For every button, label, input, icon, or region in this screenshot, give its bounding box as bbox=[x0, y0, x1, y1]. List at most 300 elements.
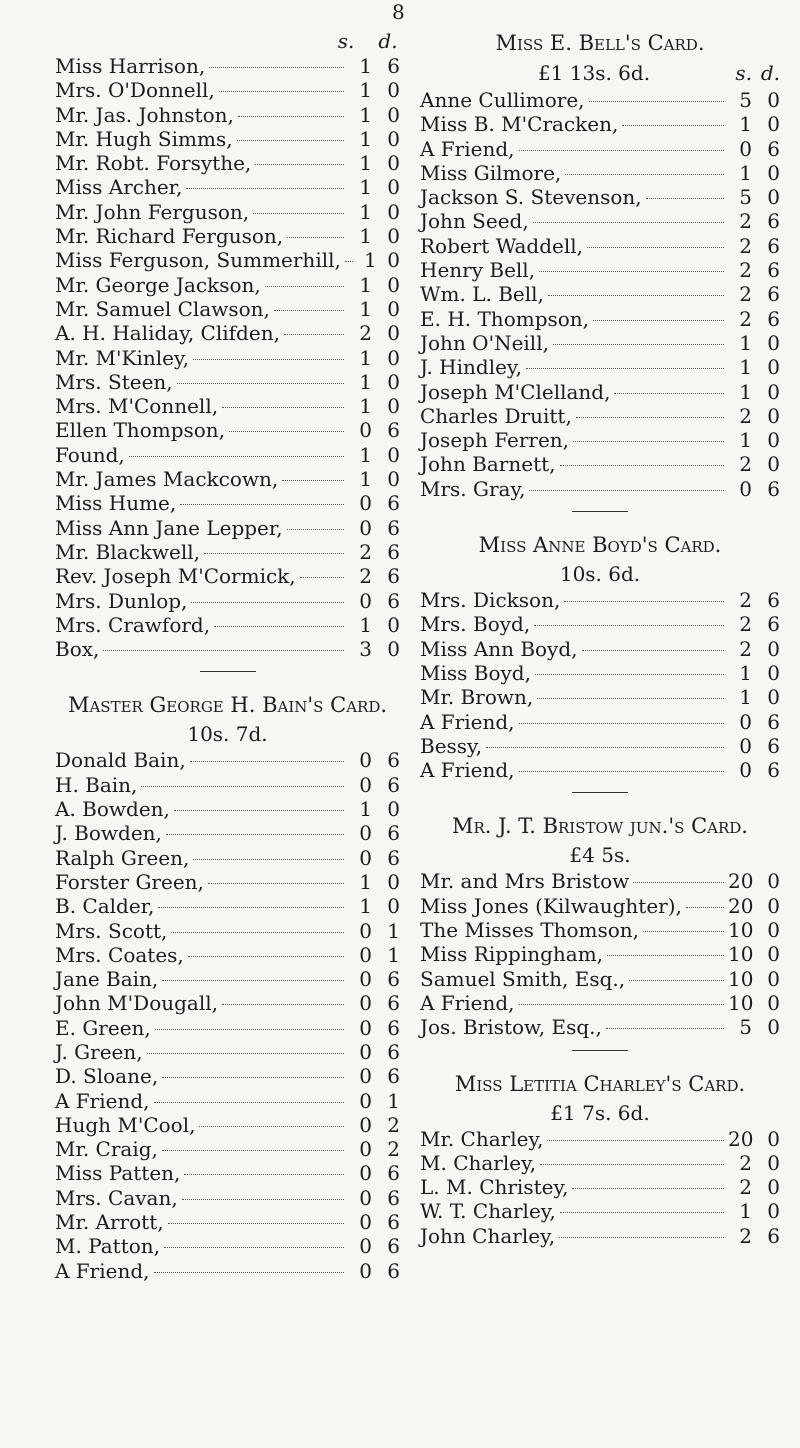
list-item bbox=[55, 516, 400, 540]
amount-pence: 0 bbox=[387, 224, 400, 249]
amount-pence: 0 bbox=[387, 248, 400, 273]
leader-dots bbox=[593, 320, 724, 321]
list-item bbox=[55, 443, 400, 467]
subscriber-name: Jane Bain, bbox=[55, 967, 159, 992]
amount-shillings: 1 bbox=[359, 894, 372, 919]
leader-dots bbox=[533, 222, 724, 223]
amount-shillings: 2 bbox=[739, 1175, 752, 1200]
list-item bbox=[420, 942, 780, 966]
list-item bbox=[55, 1137, 400, 1161]
card-title-charley: Miss Letitia Charley's Card. bbox=[454, 1071, 746, 1096]
amount-shillings: 0 bbox=[359, 1161, 372, 1186]
amount-shillings: 0 bbox=[359, 1137, 372, 1162]
leader-dots bbox=[559, 1237, 724, 1238]
subscriber-name: Mrs. Boyd, bbox=[420, 612, 531, 637]
list-item bbox=[420, 1127, 780, 1151]
amount-shillings: 0 bbox=[359, 1015, 372, 1040]
amount-shillings: 1 bbox=[359, 199, 372, 224]
amount-shillings: 1 bbox=[359, 394, 372, 419]
subscriber-name: Mrs. O'Donnell, bbox=[55, 78, 215, 103]
amount-pence: 6 bbox=[387, 1015, 400, 1040]
leader-dots bbox=[519, 771, 724, 772]
amount-shillings: 20 bbox=[728, 1126, 754, 1151]
amount-shillings: 1 bbox=[739, 685, 752, 710]
amount-shillings: 0 bbox=[359, 1039, 372, 1064]
list-item bbox=[55, 540, 400, 564]
subscriber-name: Hugh M'Cool, bbox=[55, 1112, 196, 1137]
amount-shillings: 0 bbox=[359, 821, 372, 846]
leader-dots bbox=[209, 67, 344, 68]
amount-pence: 0 bbox=[387, 175, 400, 200]
amount-shillings: 0 bbox=[359, 1088, 372, 1113]
subscriber-name: Mr. James Mackcown, bbox=[55, 467, 279, 492]
divider bbox=[572, 1050, 628, 1051]
leader-dots bbox=[171, 932, 344, 933]
list-item bbox=[420, 112, 780, 136]
amount-pence: 0 bbox=[387, 442, 400, 467]
list-item bbox=[420, 258, 780, 282]
leader-dots bbox=[606, 1028, 724, 1029]
list-item bbox=[55, 370, 400, 394]
subscriber-name: Samuel Smith, Esq., bbox=[420, 966, 626, 991]
subscriber-name: H. Bain, bbox=[55, 772, 138, 797]
amount-pence: 1 bbox=[387, 1088, 400, 1113]
leader-dots bbox=[190, 761, 344, 762]
subscriber-name: Miss Harrison, bbox=[55, 54, 206, 78]
amount-pence: 6 bbox=[387, 418, 400, 443]
subscriber-name: Mr. Craig, bbox=[55, 1137, 158, 1162]
amount-pence: 0 bbox=[767, 112, 780, 137]
list-item bbox=[420, 331, 780, 355]
amount-shillings: 1 bbox=[359, 78, 372, 103]
subscriber-name: Mr. Arrott, bbox=[55, 1210, 164, 1235]
leader-dots bbox=[622, 125, 724, 126]
list-item bbox=[55, 637, 400, 661]
leader-dots bbox=[287, 529, 344, 530]
leader-dots bbox=[158, 907, 344, 908]
amount-pence: 1 bbox=[387, 918, 400, 943]
list-item bbox=[55, 151, 400, 175]
leader-dots bbox=[204, 553, 344, 554]
leader-dots bbox=[154, 1272, 344, 1273]
subscriber-name: Ellen Thompson, bbox=[55, 418, 226, 443]
amount-pence: 0 bbox=[387, 369, 400, 394]
card-total-boyd: 10s. 6d. bbox=[559, 562, 641, 587]
list-item bbox=[420, 967, 780, 991]
leader-dots bbox=[582, 650, 724, 651]
amount-shillings: 5 bbox=[739, 88, 752, 112]
subscriber-name: J. Green, bbox=[55, 1039, 143, 1064]
leader-dots bbox=[564, 601, 724, 602]
amount-pence: 6 bbox=[767, 306, 780, 331]
list-item bbox=[55, 1234, 400, 1258]
amount-shillings: 2 bbox=[739, 209, 752, 234]
amount-shillings: 1 bbox=[739, 330, 752, 355]
amount-shillings: 2 bbox=[739, 282, 752, 307]
subscriber-name: Mrs. Dunlop, bbox=[55, 588, 188, 613]
amount-pence: 6 bbox=[387, 845, 400, 870]
amount-pence: 0 bbox=[387, 612, 400, 637]
leader-dots bbox=[572, 1188, 724, 1189]
leader-dots bbox=[560, 465, 724, 466]
leader-dots bbox=[177, 383, 344, 384]
amount-shillings: 2 bbox=[739, 588, 752, 613]
amount-shillings: 2 bbox=[739, 636, 752, 661]
leader-dots bbox=[587, 247, 724, 248]
amount-pence: 0 bbox=[767, 88, 780, 112]
amount-shillings: 2 bbox=[359, 539, 372, 564]
leader-dots bbox=[589, 101, 724, 102]
amount-pence: 0 bbox=[767, 1175, 780, 1200]
subscriber-name: Mr. Charley, bbox=[420, 1126, 544, 1151]
leader-dots bbox=[182, 1199, 344, 1200]
subscriber-name: Joseph Ferren, bbox=[420, 428, 570, 453]
amount-shillings: 0 bbox=[739, 136, 752, 161]
card-total-bain: 10s. 7d. bbox=[187, 722, 268, 747]
subscriber-name: A Friend, bbox=[55, 1258, 150, 1283]
amount-pence: 6 bbox=[767, 758, 780, 783]
amount-pence: 6 bbox=[767, 209, 780, 234]
subscriber-name: Miss B. M'Cracken, bbox=[420, 112, 619, 137]
leader-dots bbox=[129, 456, 344, 457]
amount-pence: 0 bbox=[767, 185, 780, 210]
subscriber-name: John M'Dougall, bbox=[55, 991, 218, 1016]
amount-pence: 6 bbox=[387, 515, 400, 540]
amount-pence: 0 bbox=[387, 345, 400, 370]
subscriber-name: Miss Archer, bbox=[55, 175, 183, 200]
subscriber-name: John Barnett, bbox=[420, 452, 556, 477]
list-item bbox=[420, 991, 780, 1015]
amount-shillings: 0 bbox=[359, 967, 372, 992]
leader-dots bbox=[162, 1077, 344, 1078]
leader-dots bbox=[214, 626, 344, 627]
leader-dots bbox=[237, 140, 344, 141]
subscriber-name: Miss Hume, bbox=[55, 491, 177, 516]
list-item bbox=[55, 248, 400, 272]
amount-shillings: 1 bbox=[359, 869, 372, 894]
list-item bbox=[55, 773, 400, 797]
leader-dots bbox=[629, 980, 724, 981]
amount-pence: 0 bbox=[387, 394, 400, 419]
amount-pence: 6 bbox=[387, 1210, 400, 1235]
leader-dots bbox=[208, 883, 344, 884]
leader-dots bbox=[166, 834, 344, 835]
leader-dots bbox=[265, 286, 344, 287]
leader-dots bbox=[537, 698, 724, 699]
amount-shillings: 1 bbox=[739, 379, 752, 404]
left-column bbox=[55, 28, 400, 1283]
amount-pence: 6 bbox=[387, 54, 400, 78]
amount-shillings: 2 bbox=[739, 258, 752, 283]
list-item bbox=[420, 710, 780, 734]
subscriber-name: Mr. Samuel Clawson, bbox=[55, 296, 270, 321]
subscriber-list bbox=[55, 54, 400, 661]
leader-dots bbox=[219, 91, 344, 92]
leader-dots bbox=[162, 1150, 344, 1151]
amount-pence: 6 bbox=[387, 748, 400, 773]
leader-dots bbox=[539, 271, 724, 272]
amount-pence: 0 bbox=[387, 199, 400, 224]
amount-pence: 0 bbox=[767, 403, 780, 428]
amount-shillings: 20 bbox=[728, 893, 754, 918]
list-item bbox=[55, 748, 400, 772]
leader-dots bbox=[103, 650, 344, 651]
leader-dots bbox=[255, 164, 344, 165]
amount-pence: 6 bbox=[767, 612, 780, 637]
divider bbox=[572, 792, 628, 793]
leader-dots bbox=[193, 359, 344, 360]
card-list-boyd bbox=[420, 588, 780, 782]
amount-pence: 6 bbox=[767, 233, 780, 258]
subscriber-name: Mr. Richard Ferguson, bbox=[55, 224, 284, 249]
subscriber-name: A Friend, bbox=[420, 758, 515, 783]
column-header bbox=[55, 28, 400, 54]
amount-pence: 6 bbox=[767, 476, 780, 501]
leader-dots bbox=[282, 480, 344, 481]
list-item bbox=[55, 1210, 400, 1234]
subscriber-name: A Friend, bbox=[420, 136, 515, 161]
amount-shillings: 1 bbox=[739, 355, 752, 380]
leader-dots bbox=[345, 261, 353, 262]
subscriber-name: Mrs. Dickson, bbox=[420, 588, 561, 613]
list-item bbox=[55, 103, 400, 127]
leader-dots bbox=[180, 504, 344, 505]
amount-shillings: 0 bbox=[359, 515, 372, 540]
subscriber-name: Miss Gilmore, bbox=[420, 160, 562, 185]
amount-shillings: 1 bbox=[739, 1199, 752, 1224]
leader-dots bbox=[534, 625, 724, 626]
amount-pence: 6 bbox=[387, 564, 400, 589]
leader-dots bbox=[229, 431, 344, 432]
amount-pence: 0 bbox=[387, 151, 400, 176]
amount-pence: 0 bbox=[387, 321, 400, 346]
amount-pence: 0 bbox=[767, 1150, 780, 1175]
amount-shillings: 1 bbox=[359, 442, 372, 467]
subscriber-name: Anne Cullimore, bbox=[420, 88, 585, 112]
leader-dots bbox=[284, 334, 344, 335]
list-item bbox=[420, 1175, 780, 1199]
amount-shillings: 10 bbox=[728, 942, 754, 967]
subscriber-name: Mr. M'Kinley, bbox=[55, 345, 189, 370]
amount-shillings: 0 bbox=[359, 748, 372, 773]
subscriber-name: Mr. Robt. Forsythe, bbox=[55, 151, 252, 176]
amount-shillings: 1 bbox=[359, 369, 372, 394]
list-item bbox=[55, 273, 400, 297]
list-item bbox=[55, 846, 400, 870]
amount-shillings: 1 bbox=[739, 160, 752, 185]
subscriber-name: Joseph M'Clelland, bbox=[420, 379, 611, 404]
card-list-bristow bbox=[420, 869, 780, 1039]
amount-pence: 6 bbox=[387, 588, 400, 613]
amount-pence: 6 bbox=[387, 1161, 400, 1186]
amount-shillings: 0 bbox=[359, 418, 372, 443]
leader-dots bbox=[686, 907, 724, 908]
amount-pence: 0 bbox=[387, 296, 400, 321]
amount-shillings: 0 bbox=[359, 1210, 372, 1235]
subscriber-name: Henry Bell, bbox=[420, 258, 536, 283]
subscriber-name: Mrs. Cavan, bbox=[55, 1185, 178, 1210]
list-item bbox=[420, 452, 780, 476]
amount-shillings: 2 bbox=[359, 321, 372, 346]
amount-shillings: 1 bbox=[359, 296, 372, 321]
amount-pence: 0 bbox=[767, 1199, 780, 1224]
list-item bbox=[55, 1259, 400, 1283]
subscriber-name: Miss Ann Boyd, bbox=[420, 636, 578, 661]
amount-shillings: 0 bbox=[359, 588, 372, 613]
leader-dots bbox=[155, 1029, 344, 1030]
amount-pence: 0 bbox=[767, 428, 780, 453]
amount-pence: 0 bbox=[767, 685, 780, 710]
leader-dots bbox=[486, 747, 724, 748]
leader-dots bbox=[222, 1004, 344, 1005]
amount-shillings: 0 bbox=[359, 1258, 372, 1283]
list-item bbox=[55, 200, 400, 224]
subscriber-name: J. Bowden, bbox=[55, 821, 162, 846]
leader-dots bbox=[193, 859, 344, 860]
amount-shillings: 1 bbox=[359, 345, 372, 370]
amount-shillings: 10 bbox=[728, 966, 754, 991]
amount-shillings: 0 bbox=[359, 772, 372, 797]
list-item bbox=[55, 1040, 400, 1064]
amount-shillings: 0 bbox=[739, 476, 752, 501]
leader-dots bbox=[253, 213, 344, 214]
leader-dots bbox=[168, 1223, 344, 1224]
amount-shillings: 0 bbox=[359, 491, 372, 516]
list-item bbox=[55, 870, 400, 894]
subscriber-name: M. Charley, bbox=[420, 1150, 537, 1175]
amount-pence: 0 bbox=[387, 797, 400, 822]
subscriber-name: W. T. Charley, bbox=[420, 1199, 556, 1224]
card-list-bell bbox=[420, 88, 780, 501]
leader-dots bbox=[191, 602, 344, 603]
subscriber-name: E. Green, bbox=[55, 1015, 151, 1040]
amount-shillings: 2 bbox=[739, 1150, 752, 1175]
subscriber-name: L. M. Christey, bbox=[420, 1175, 569, 1200]
amount-shillings: 1 bbox=[359, 467, 372, 492]
amount-pence: 6 bbox=[387, 772, 400, 797]
amount-shillings: 2 bbox=[739, 306, 752, 331]
list-item bbox=[420, 758, 780, 782]
card-title-boyd: Miss Anne Boyd's Card. bbox=[478, 533, 722, 558]
amount-pence: 0 bbox=[387, 78, 400, 103]
amount-pence: 6 bbox=[387, 991, 400, 1016]
card-title-bristow: Mr. J. T. Bristow jun.'s Card. bbox=[452, 814, 748, 839]
list-item bbox=[55, 797, 400, 821]
subscriber-name: Jos. Bristow, Esq., bbox=[420, 1015, 602, 1040]
subscriber-name: Mrs. Crawford, bbox=[55, 612, 211, 637]
leader-dots bbox=[607, 955, 724, 956]
leader-dots bbox=[529, 490, 724, 491]
divider bbox=[200, 671, 256, 672]
leader-dots bbox=[560, 1212, 724, 1213]
list-item bbox=[420, 894, 780, 918]
leader-dots bbox=[154, 1102, 344, 1103]
amount-shillings: 1 bbox=[739, 428, 752, 453]
subscriber-name: Mr. Jas. Johnston, bbox=[55, 102, 234, 127]
amount-shillings: 2 bbox=[359, 564, 372, 589]
amount-shillings: 3 bbox=[359, 637, 372, 662]
amount-shillings: 0 bbox=[359, 1185, 372, 1210]
amount-shillings: 1 bbox=[739, 112, 752, 137]
right-column bbox=[420, 28, 780, 1248]
leader-dots bbox=[164, 1247, 344, 1248]
amount-shillings: 0 bbox=[359, 942, 372, 967]
amount-pence: 0 bbox=[767, 660, 780, 685]
card-total-charley: £1 7s. 6d. bbox=[550, 1100, 650, 1125]
amount-pence: 0 bbox=[767, 355, 780, 380]
subscriber-name: Mr. and Mrs Bristow bbox=[420, 869, 630, 894]
list-item bbox=[55, 418, 400, 442]
amount-pence: 2 bbox=[387, 1137, 400, 1162]
amount-shillings: 2 bbox=[739, 1223, 752, 1248]
list-item bbox=[420, 380, 780, 404]
list-item bbox=[420, 918, 780, 942]
leader-dots bbox=[519, 723, 724, 724]
leader-dots bbox=[222, 407, 344, 408]
subscriber-name: John Charley, bbox=[420, 1223, 556, 1248]
leader-dots bbox=[184, 1174, 344, 1175]
amount-pence: 6 bbox=[387, 1185, 400, 1210]
amount-shillings: 5 bbox=[739, 1015, 752, 1040]
list-item bbox=[420, 88, 780, 112]
subscriber-name: Miss Rippingham, bbox=[420, 942, 604, 967]
subscriber-name: Donald Bain, bbox=[55, 748, 186, 773]
leader-dots bbox=[186, 188, 344, 189]
leader-dots bbox=[548, 295, 724, 296]
amount-shillings: 1 bbox=[739, 660, 752, 685]
amount-pence: 0 bbox=[767, 942, 780, 967]
list-item bbox=[55, 919, 400, 943]
list-item bbox=[55, 821, 400, 845]
subscriber-name: A Friend, bbox=[55, 1088, 150, 1113]
amount-pence: 6 bbox=[767, 282, 780, 307]
page-number: 8 bbox=[392, 0, 405, 24]
amount-pence: 0 bbox=[767, 330, 780, 355]
list-item bbox=[420, 428, 780, 452]
list-item bbox=[55, 127, 400, 151]
amount-pence: 0 bbox=[767, 379, 780, 404]
subscriber-name: The Misses Thomson, bbox=[420, 918, 640, 943]
subscriber-name: Charles Druitt, bbox=[420, 403, 572, 428]
list-item bbox=[55, 175, 400, 199]
leader-dots bbox=[141, 786, 344, 787]
subscriber-name: Mrs. Steen, bbox=[55, 369, 173, 394]
leader-dots bbox=[553, 344, 724, 345]
subscriber-name: Mrs. Gray, bbox=[420, 476, 526, 501]
subscriber-name: Jackson S. Stevenson, bbox=[420, 185, 642, 210]
subscriber-name: A. Bowden, bbox=[55, 797, 170, 822]
subscriber-name: A Friend, bbox=[420, 990, 515, 1015]
leader-dots bbox=[573, 441, 724, 442]
list-item bbox=[55, 321, 400, 345]
list-item bbox=[55, 54, 400, 78]
list-item bbox=[55, 589, 400, 613]
list-item bbox=[420, 1199, 780, 1223]
subscriber-name: M. Patton, bbox=[55, 1234, 161, 1259]
amount-pence: 0 bbox=[387, 869, 400, 894]
list-item bbox=[55, 394, 400, 418]
list-item bbox=[55, 967, 400, 991]
amount-pence: 6 bbox=[387, 1039, 400, 1064]
subscriber-name: Miss Patten, bbox=[55, 1161, 181, 1186]
leader-dots bbox=[174, 810, 344, 811]
leader-dots bbox=[646, 198, 724, 199]
amount-shillings: 0 bbox=[359, 845, 372, 870]
amount-shillings: 2 bbox=[739, 452, 752, 477]
amount-shillings: 1 bbox=[359, 126, 372, 151]
leader-dots bbox=[147, 1053, 344, 1054]
amount-shillings: 10 bbox=[728, 990, 754, 1015]
